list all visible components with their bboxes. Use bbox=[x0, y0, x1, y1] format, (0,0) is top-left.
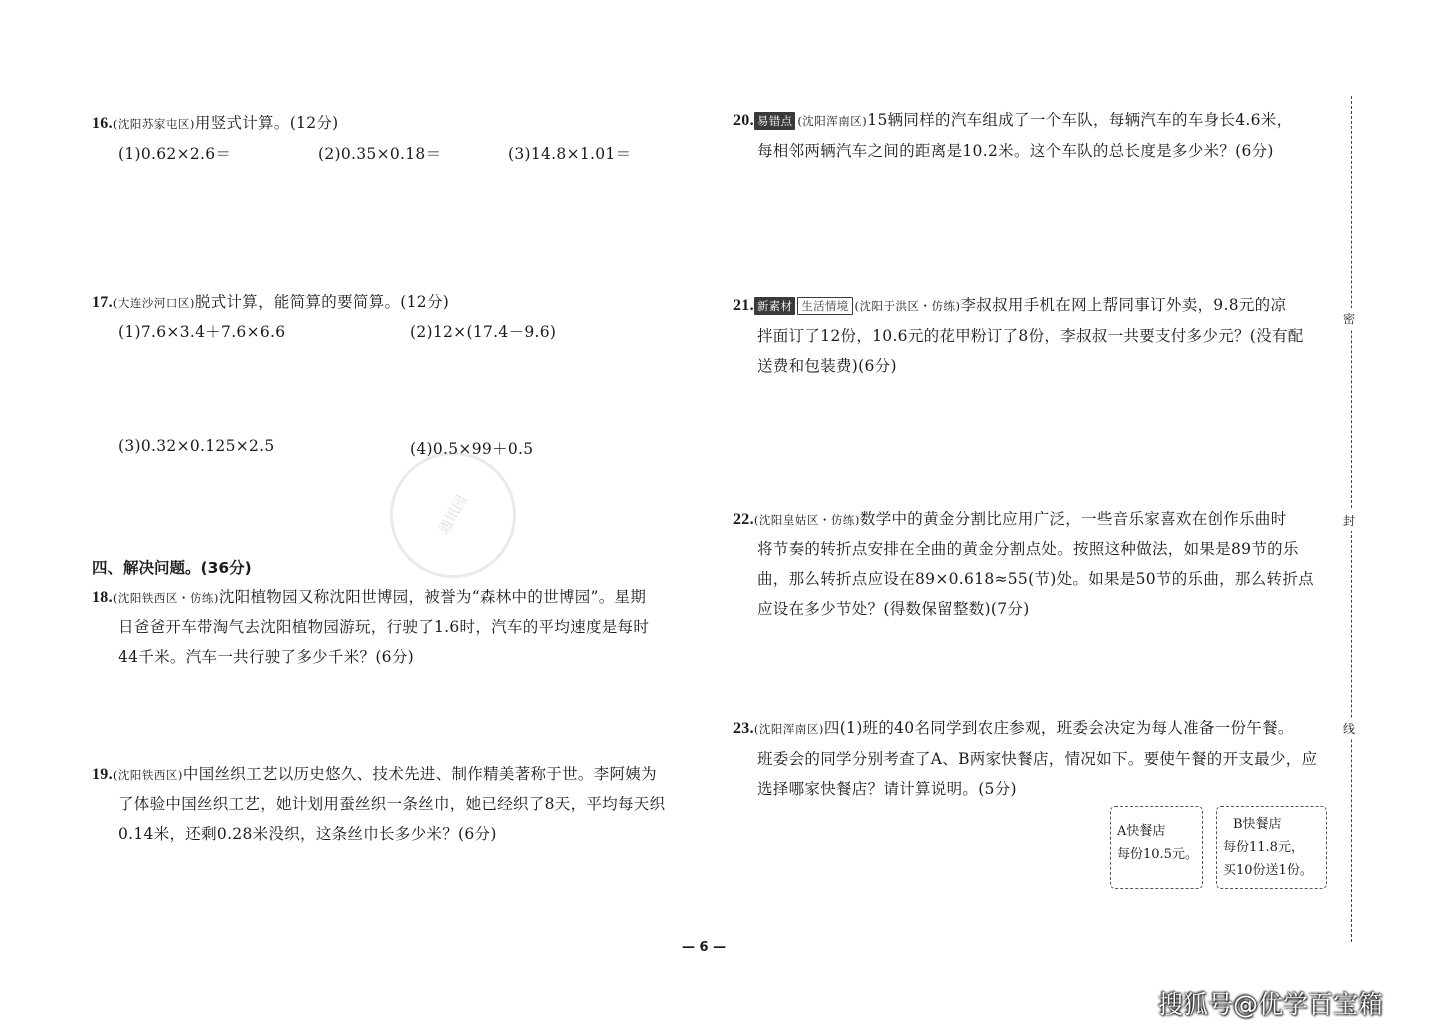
question-number: 21. bbox=[733, 297, 754, 314]
question-19 bbox=[92, 762, 657, 784]
shop-b-card bbox=[1216, 806, 1327, 889]
shop-price: 每份11.8元， bbox=[1223, 840, 1304, 855]
tag-badge: 新素材 bbox=[754, 297, 795, 315]
binding-char-feng: 封 bbox=[1343, 510, 1355, 531]
shop-offer: 买10份送1份。 bbox=[1223, 863, 1313, 878]
tag-badge: 易错点 bbox=[754, 112, 795, 130]
question-line: 应设在多少节处？(得数保留整数)(7分) bbox=[757, 600, 1030, 618]
q16-item-1: (1)0.62×2.6＝ bbox=[118, 145, 232, 163]
question-line: 拌面订了12份，10.6元的花甲粉订了8份，李叔叔一共要支付多少元？(没有配 bbox=[757, 327, 1304, 345]
question-22 bbox=[733, 507, 1287, 529]
binding-char-xian: 线 bbox=[1343, 718, 1355, 739]
question-source: (沈阳铁西区・仿练) bbox=[112, 591, 219, 605]
question-17 bbox=[92, 290, 449, 312]
question-source: (沈阳浑南区) bbox=[753, 722, 824, 736]
question-line: 曲，那么转折点应设在89×0.618≈55(节)处。如果是50节的乐曲，那么转折点 bbox=[757, 570, 1314, 588]
question-source: (沈阳铁西区) bbox=[112, 768, 183, 782]
q17-item-4: (4)0.5×99＋0.5 bbox=[410, 440, 534, 458]
shop-name: B快餐店 bbox=[1233, 817, 1282, 832]
q16-item-3: (3)14.8×1.01＝ bbox=[508, 145, 632, 163]
question-line: 了体验中国丝织工艺，她计划用蚕丝织一条丝巾，她已经织了8天，平均每天织 bbox=[118, 795, 666, 813]
question-line: 沈阳植物园又称沈阳世博园，被誉为“森林中的世博园”。星期 bbox=[218, 588, 647, 606]
q17-item-2: (2)12×(17.4－9.6) bbox=[410, 323, 557, 341]
question-16 bbox=[92, 111, 339, 133]
question-number: 17. bbox=[92, 294, 113, 311]
question-number: 19. bbox=[92, 766, 113, 783]
question-line: 中国丝织工艺以历史悠久、技术先进、制作精美著称于世。李阿姨为 bbox=[182, 765, 657, 783]
question-line: 0.14米，还剩0.28米没织，这条丝巾长多少米？(6分) bbox=[118, 825, 497, 843]
page-number: — 6 — bbox=[682, 940, 727, 955]
question-line: 15辆同样的汽车组成了一个车队，每辆汽车的车身长4.6米， bbox=[867, 111, 1293, 129]
faded-stamp: 通讯园 bbox=[367, 429, 539, 601]
question-source: (大连沙河口区) bbox=[112, 296, 195, 310]
question-line: 李叔叔用手机在网上帮同事订外卖，9.8元的凉 bbox=[960, 296, 1287, 314]
question-line: 44千米。汽车一共行驶了多少千米？(6分) bbox=[118, 648, 414, 666]
binding-char-mi: 密 bbox=[1343, 308, 1355, 329]
question-number: 16. bbox=[92, 115, 113, 132]
section-title: 四、解决问题。(36分) bbox=[92, 559, 252, 577]
question-line: 班委会的同学分别考查了A、B两家快餐店，情况如下。要使午餐的开支最少，应 bbox=[757, 750, 1318, 768]
question-line: 四(1)班的40名同学到农庄参观，班委会决定为每人准备一份午餐。 bbox=[823, 719, 1294, 737]
question-line: 每相邻两辆汽车之间的距离是10.2米。这个车队的总长度是多少米？(6分) bbox=[757, 142, 1274, 160]
shop-name: A快餐店 bbox=[1117, 824, 1166, 839]
question-text: 脱式计算，能简算的要简算。(12分) bbox=[194, 293, 450, 311]
question-number: 23. bbox=[733, 720, 754, 737]
question-source: (沈阳皇姑区・仿练) bbox=[753, 513, 860, 527]
question-source: (沈阳浑南区) bbox=[797, 114, 868, 128]
tag-badge: 生活情境 bbox=[797, 297, 852, 315]
question-line: 将节奏的转折点安排在全曲的黄金分割点处。按照这种做法，如果是89节的乐 bbox=[757, 540, 1299, 558]
question-number: 22. bbox=[733, 511, 754, 528]
question-source: (沈阳于洪区・仿练) bbox=[854, 299, 961, 313]
question-line: 送费和包装费)(6分) bbox=[757, 357, 897, 375]
shop-a-card bbox=[1110, 806, 1203, 889]
question-line: 数学中的黄金分割比应用广泛，一些音乐家喜欢在创作乐曲时 bbox=[859, 510, 1287, 528]
watermark-text: 搜狐号@优学百宝箱 bbox=[1158, 990, 1384, 1019]
shop-price: 每份10.5元。 bbox=[1117, 847, 1198, 862]
question-18 bbox=[92, 585, 646, 607]
question-line: 日爸爸开车带淘气去沈阳植物园游玩，行驶了1.6时，汽车的平均速度是每时 bbox=[118, 618, 650, 636]
question-number: 20. bbox=[733, 112, 754, 129]
question-21 bbox=[733, 293, 1286, 315]
q17-item-1: (1)7.6×3.4＋7.6×6.6 bbox=[118, 323, 286, 341]
question-text: 用竖式计算。(12分) bbox=[194, 114, 339, 132]
q17-item-3: (3)0.32×0.125×2.5 bbox=[118, 437, 275, 455]
q16-item-2: (2)0.35×0.18＝ bbox=[318, 145, 442, 163]
question-23 bbox=[733, 716, 1294, 738]
question-number: 18. bbox=[92, 589, 113, 606]
question-line: 选择哪家快餐店？请计算说明。(5分) bbox=[757, 780, 1017, 798]
question-source: (沈阳苏家屯区) bbox=[112, 117, 195, 131]
question-20 bbox=[733, 108, 1292, 130]
